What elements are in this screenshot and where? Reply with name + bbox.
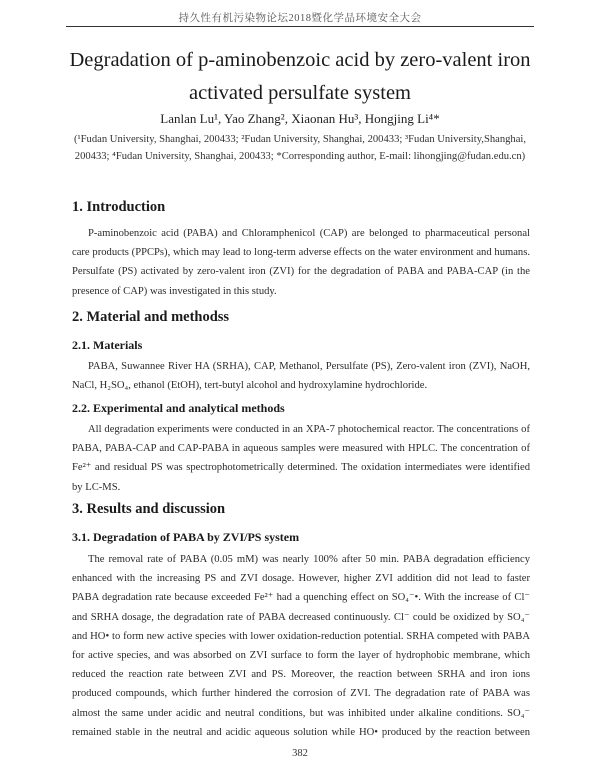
section-heading-results: 3. Results and discussion <box>72 501 226 517</box>
page-number: 382 <box>292 748 308 759</box>
subsection-heading-experimental: 2.2. Experimental and analytical methods <box>72 401 285 415</box>
experimental-paragraph: All degradation experiments were conducted in an XPA-7 photochemical reactor. The concentrations of PABA, PABA-CAP and CAP-PABA in aqueous samples were measured with HPLC. The concentration of Fe²⁺ and residual PS was spectrophotometrically determined. The oxidation intermediates were identified by LC-MS. <box>72 424 530 493</box>
header-rule <box>66 26 534 27</box>
results-paragraph: The removal rate of PABA (0.05 mM) was nearly 100% after 50 min. PABA degradation efficiency enhanced with the increasing PS and ZVI dosage. However, higher ZVI addition did not lead to faster PABA degradation rate because exceeded Fe²⁺ had a quenching effect on SO₄⁻•. With the increase of Cl⁻ and SRHA dosage, the degradation rate of PABA decreased continuously. Cl⁻ could be oxidized by SO₄⁻ and HO• to form new active species with lower oxidation-reduction potential. SRHA competed with PABA for active species, and was absorbed on ZVI surface to form the layer of hydrophobic membrane, which reduced the reaction rate between ZVI and PS. Moreover, the reaction between SRHA and iron ions produced compounds, which further hindered the corrosion of ZVI. The degradation rate of PABA was almost the same under acidic and neutral conditions, but was inhibited under alkaline conditions. SO₄⁻ remained stable in the neutral and acidic aqueous solution while HO• produced by the reaction between <box>72 554 530 738</box>
introduction-paragraph: P-aminobenzoic acid (PABA) and Chloramphenicol (CAP) are belonged to pharmaceutical personal care products (PPCPs), which may lead to long-term adverse effects on the water environment and humans. Persulfate (PS) activated by zero-valent iron (ZVI) for the degradation of PABA and PABA-CAP (in the presence of CAP) was investigated in this study. <box>72 228 530 297</box>
affiliations: (¹Fudan University, Shanghai, 200433; ²Fudan University, Shanghai, 200433; ³Fudan University,Shanghai, 200433; ⁴Fudan University, Shanghai, 200433; *Corresponding author, E-mail: lihongjing@fudan.edu.cn) <box>73 134 527 162</box>
section-heading-introduction: 1. Introduction <box>72 199 166 215</box>
running-header: 持久性有机污染物论坛2018暨化学品环境安全大会 <box>178 13 422 24</box>
section-heading-methods: 2. Material and methodss <box>72 309 230 325</box>
paper-title <box>60 44 540 110</box>
subsection-heading-materials: 2.1. Materials <box>72 338 143 352</box>
author-list: Lanlan Lu¹, Yao Zhang², Xiaonan Hu³, Hongjing Li⁴* <box>160 111 440 126</box>
title-line-2: activated persulfate system <box>189 82 411 104</box>
materials-paragraph: PABA, Suwannee River HA (SRHA), CAP, Methanol, Persulfate (PS), Zero-valent iron (ZVI), NaOH, NaCl, H₂SO₄, ethanol (EtOH), tert-butyl alcohol and hydroxylamine hydrochloride. <box>72 361 530 392</box>
subsection-heading-degradation: 3.1. Degradation of PABA by ZVI/PS system <box>72 530 300 544</box>
title-line-1: Degradation of p-aminobenzoic acid by zero-valent iron <box>69 49 531 71</box>
